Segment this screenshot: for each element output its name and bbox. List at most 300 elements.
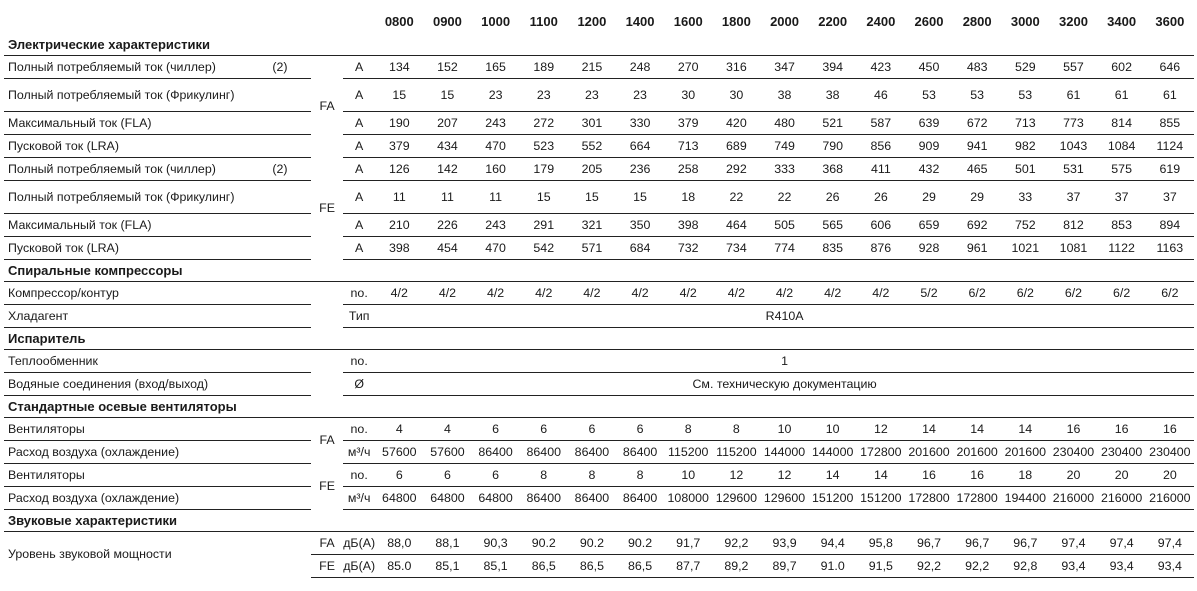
table-row	[4, 181, 1194, 214]
unit-label: A	[343, 56, 375, 79]
unit-label: no.	[343, 350, 375, 373]
row-note	[249, 418, 311, 441]
value-cell: 752	[1001, 214, 1049, 237]
value-cell: 190	[375, 112, 423, 135]
column-header: 0900	[432, 14, 462, 29]
value-cell: 571	[568, 237, 616, 260]
value-cell: 423	[857, 56, 905, 79]
value-cell: 420	[712, 112, 760, 135]
value-cell: 20	[1146, 464, 1194, 487]
value-cell: 10	[809, 418, 857, 441]
row-label: Вентиляторы	[4, 464, 249, 487]
table-row	[4, 79, 1194, 112]
row-note	[249, 373, 311, 396]
section-header	[4, 328, 1194, 350]
value-cell: 15	[375, 79, 423, 112]
value-cell: 4/2	[760, 282, 808, 305]
column-header: 1400	[625, 14, 655, 29]
value-cell: 619	[1146, 158, 1194, 181]
value-cell: 6	[616, 418, 664, 441]
value-cell: 144000	[760, 441, 808, 464]
table-row	[4, 532, 1194, 555]
column-header: 0800	[384, 14, 414, 29]
value-cell: 790	[809, 135, 857, 158]
value-cell: 85.0	[375, 555, 423, 578]
value-cell: 4/2	[857, 282, 905, 305]
unit-label: м³/ч	[343, 441, 375, 464]
row-label: Вентиляторы	[4, 418, 249, 441]
value-cell: 172800	[905, 487, 953, 510]
value-cell: 12	[857, 418, 905, 441]
value-cell: 531	[1049, 158, 1097, 181]
row-note	[249, 282, 311, 305]
value-cell: 151200	[857, 487, 905, 510]
value-cell: 97,4	[1049, 532, 1097, 555]
column-header: 2600	[914, 14, 944, 29]
value-cell: 86400	[568, 441, 616, 464]
value-cell: 684	[616, 237, 664, 260]
unit-label: дБ(A)	[343, 555, 375, 578]
variant-label: FA	[319, 99, 335, 114]
value-cell: 230400	[1049, 441, 1097, 464]
value-cell: 14	[953, 418, 1001, 441]
row-note: (2)	[249, 56, 311, 79]
row-label: Расход воздуха (охлаждение)	[4, 487, 249, 510]
table-row	[4, 464, 1194, 487]
column-header: 3400	[1107, 14, 1137, 29]
value-cell: 876	[857, 237, 905, 260]
section-title: Испаритель	[4, 328, 1194, 350]
column-header: 3200	[1059, 14, 1088, 29]
value-cell: 94,4	[809, 532, 857, 555]
value-cell: 64800	[472, 487, 520, 510]
unit-label: no.	[343, 464, 375, 487]
value-cell: 61	[1049, 79, 1097, 112]
row-label: Компрессор/контур	[4, 282, 249, 305]
value-cell: 26	[857, 181, 905, 214]
value-cell: 732	[664, 237, 712, 260]
value-cell: 134	[375, 56, 423, 79]
value-cell: 96,7	[953, 532, 1001, 555]
column-header: 1000	[481, 14, 511, 29]
table-row	[4, 56, 1194, 79]
value-cell: 434	[423, 135, 471, 158]
row-note	[249, 441, 311, 464]
value-cell: 207	[423, 112, 471, 135]
column-header: 1600	[673, 14, 703, 29]
value-cell: 855	[1146, 112, 1194, 135]
value-cell: 464	[712, 214, 760, 237]
value-cell: 713	[664, 135, 712, 158]
value-cell: 30	[664, 79, 712, 112]
value-cell: 85,1	[472, 555, 520, 578]
value-cell: 142	[423, 158, 471, 181]
value-cell: 4/2	[809, 282, 857, 305]
value-cell: 93,4	[1049, 555, 1097, 578]
value-cell: 201600	[1001, 441, 1049, 464]
unit-label: A	[343, 135, 375, 158]
value-cell: 659	[905, 214, 953, 237]
value-cell: 129600	[760, 487, 808, 510]
value-cell: 189	[520, 56, 568, 79]
value-cell: 16	[1049, 418, 1097, 441]
row-note	[249, 464, 311, 487]
value-cell: 90.2	[568, 532, 616, 555]
value-cell: 160	[472, 158, 520, 181]
value-cell: 23	[568, 79, 616, 112]
value-cell: 91,7	[664, 532, 712, 555]
value-cell: 575	[1098, 158, 1146, 181]
value-cell: 856	[857, 135, 905, 158]
column-header: 3600	[1155, 14, 1185, 29]
section-title: Спиральные компрессоры	[4, 260, 1194, 282]
value-cell: 6	[472, 418, 520, 441]
value-cell: 689	[712, 135, 760, 158]
value-cell: 23	[520, 79, 568, 112]
value-cell: 97,4	[1146, 532, 1194, 555]
value-cell: 4/2	[664, 282, 712, 305]
row-label: Водяные соединения (вход/выход)	[4, 373, 249, 396]
value-cell: 1021	[1001, 237, 1049, 260]
section-title: Звуковые характеристики	[4, 510, 1194, 532]
value-cell: 8	[712, 418, 760, 441]
row-note	[249, 112, 311, 135]
value-cell: 12	[712, 464, 760, 487]
variant-label: FE	[311, 555, 343, 578]
column-header: 2200	[818, 14, 848, 29]
value-cell: 129600	[712, 487, 760, 510]
value-cell: 89,2	[712, 555, 760, 578]
value-cell: 93,4	[1146, 555, 1194, 578]
row-label: Уровень звуковой мощности	[8, 547, 172, 562]
value-cell: 96,7	[905, 532, 953, 555]
value-cell: 501	[1001, 158, 1049, 181]
value-cell: 4/2	[472, 282, 520, 305]
value-cell: 4	[423, 418, 471, 441]
value-cell: 270	[664, 56, 712, 79]
row-note	[249, 305, 311, 328]
value-cell: 394	[809, 56, 857, 79]
value-cell: 411	[857, 158, 905, 181]
value-cell: 4/2	[375, 282, 423, 305]
value-cell: 347	[760, 56, 808, 79]
value-cell: 86400	[568, 487, 616, 510]
unit-label: A	[343, 181, 375, 214]
value-cell: 14	[809, 464, 857, 487]
value-cell: 368	[809, 158, 857, 181]
value-cell: 4	[375, 418, 423, 441]
row-label: Полный потребляемый ток (Фрикулинг)	[4, 181, 249, 214]
row-label: Максимальный ток (FLA)	[4, 112, 249, 135]
value-cell: 115200	[712, 441, 760, 464]
value-cell: 61	[1146, 79, 1194, 112]
header-spacer	[4, 0, 375, 34]
value-cell: 15	[520, 181, 568, 214]
value-cell: 64800	[375, 487, 423, 510]
value-cell: 90.2	[520, 532, 568, 555]
value-cell: 86400	[616, 441, 664, 464]
section-header	[4, 510, 1194, 532]
value-cell: 29	[905, 181, 953, 214]
value-cell: 57600	[423, 441, 471, 464]
value-cell: 92,8	[1001, 555, 1049, 578]
value-cell: 672	[953, 112, 1001, 135]
value-cell: 216000	[1146, 487, 1194, 510]
unit-label: A	[343, 112, 375, 135]
value-cell: 22	[760, 181, 808, 214]
value-cell: 97,4	[1098, 532, 1146, 555]
value-cell: 773	[1049, 112, 1097, 135]
value-cell: 1122	[1098, 237, 1146, 260]
unit-label: Тип	[343, 305, 375, 328]
value-cell: 258	[664, 158, 712, 181]
value-cell: 126	[375, 158, 423, 181]
section-title: Электрические характеристики	[4, 34, 1194, 56]
value-cell: 350	[616, 214, 664, 237]
value-cell: 450	[905, 56, 953, 79]
value-cell: 292	[712, 158, 760, 181]
value-cell: 928	[905, 237, 953, 260]
column-header: 1800	[721, 14, 751, 29]
value-cell: 835	[809, 237, 857, 260]
value-cell: 201600	[905, 441, 953, 464]
unit-label: no.	[343, 282, 375, 305]
value-cell: 15	[568, 181, 616, 214]
value-cell: 29	[953, 181, 1001, 214]
value-cell: 470	[472, 237, 520, 260]
value-cell: 301	[568, 112, 616, 135]
table-row	[4, 237, 1194, 260]
column-header: 2800	[962, 14, 992, 29]
value-cell: 8	[616, 464, 664, 487]
value-cell: 14	[1001, 418, 1049, 441]
value-cell: 15	[616, 181, 664, 214]
row-label: Пусковой ток (LRA)	[4, 135, 249, 158]
unit-label: дБ(A)	[343, 532, 375, 555]
value-cell: 330	[616, 112, 664, 135]
value-cell: 11	[423, 181, 471, 214]
row-label: Теплообменник	[4, 350, 249, 373]
value-cell: 291	[520, 214, 568, 237]
value-cell: 4/2	[568, 282, 616, 305]
value-cell: 92,2	[953, 555, 1001, 578]
value-cell: 1043	[1049, 135, 1097, 158]
column-header: 1100	[529, 14, 558, 29]
value-cell: 853	[1098, 214, 1146, 237]
table-row	[4, 112, 1194, 135]
value-cell: 552	[568, 135, 616, 158]
value-cell: 90,3	[472, 532, 520, 555]
value-cell: 92,2	[905, 555, 953, 578]
value-cell: 379	[375, 135, 423, 158]
table-row	[4, 487, 1194, 510]
variant-label	[311, 350, 343, 396]
row-label: Полный потребляемый ток (чиллер)	[4, 56, 249, 79]
value-cell: 10	[664, 464, 712, 487]
value-cell: 53	[1001, 79, 1049, 112]
value-cell: 20	[1049, 464, 1097, 487]
variant-label	[311, 282, 343, 328]
value-cell: 6	[375, 464, 423, 487]
value-cell: 53	[953, 79, 1001, 112]
unit-label: no.	[343, 418, 375, 441]
value-cell: 454	[423, 237, 471, 260]
value-cell: 33	[1001, 181, 1049, 214]
table-row	[4, 418, 1194, 441]
value-cell: 96,7	[1001, 532, 1049, 555]
value-cell: 88,1	[423, 532, 471, 555]
row-label: Расход воздуха (охлаждение)	[4, 441, 249, 464]
value-cell: 172800	[953, 487, 1001, 510]
value-cell: 92,2	[712, 532, 760, 555]
section-header	[4, 34, 1194, 56]
table-row	[4, 214, 1194, 237]
value-cell: 333	[760, 158, 808, 181]
row-note	[249, 79, 311, 112]
value-cell: 91,5	[857, 555, 905, 578]
table-row	[4, 158, 1194, 181]
value-cell: 230400	[1098, 441, 1146, 464]
value-cell: 86400	[520, 487, 568, 510]
value-cell: 15	[423, 79, 471, 112]
value-cell: 4/2	[616, 282, 664, 305]
value-cell: 243	[472, 112, 520, 135]
value-cell: 10	[760, 418, 808, 441]
table-row	[4, 373, 1194, 396]
value-cell: 151200	[809, 487, 857, 510]
value-cell: 692	[953, 214, 1001, 237]
value-cell: 470	[472, 135, 520, 158]
value-cell: 86400	[616, 487, 664, 510]
value-cell: 210	[375, 214, 423, 237]
value-cell: 64800	[423, 487, 471, 510]
value-cell: 16	[905, 464, 953, 487]
value-cell: 22	[712, 181, 760, 214]
value-cell: 11	[472, 181, 520, 214]
section-title: Стандартные осевые вентиляторы	[4, 396, 1194, 418]
value-cell: 398	[664, 214, 712, 237]
value-cell: 86,5	[616, 555, 664, 578]
value-cell: 6/2	[1098, 282, 1146, 305]
variant-label: FE	[319, 201, 335, 215]
value-cell: 108000	[664, 487, 712, 510]
value-cell: 16	[953, 464, 1001, 487]
value-cell: 93,4	[1098, 555, 1146, 578]
value-cell: 93,9	[760, 532, 808, 555]
value-cell: 86,5	[520, 555, 568, 578]
value-cell: 480	[760, 112, 808, 135]
value-cell: 6/2	[953, 282, 1001, 305]
table-row	[4, 135, 1194, 158]
value-cell: 16	[1146, 418, 1194, 441]
value-cell: 6	[520, 418, 568, 441]
value-cell: 1084	[1098, 135, 1146, 158]
value-cell: 814	[1098, 112, 1146, 135]
value-cell: 144000	[809, 441, 857, 464]
value-cell: 316	[712, 56, 760, 79]
value-cell: 6	[568, 418, 616, 441]
row-label: Максимальный ток (FLA)	[4, 214, 249, 237]
column-header: 2400	[866, 14, 896, 29]
value-cell: 646	[1146, 56, 1194, 79]
value-cell: 4/2	[520, 282, 568, 305]
value-cell: 606	[857, 214, 905, 237]
value-cell: 321	[568, 214, 616, 237]
value-cell: 8	[520, 464, 568, 487]
value-cell: 86400	[520, 441, 568, 464]
table-body	[4, 0, 1194, 578]
value-cell: 565	[809, 214, 857, 237]
value-cell: 734	[712, 237, 760, 260]
value-cell: 812	[1049, 214, 1097, 237]
value-cell: 46	[857, 79, 905, 112]
value-cell: 529	[1001, 56, 1049, 79]
value-cell: 172800	[857, 441, 905, 464]
value-cell: 243	[472, 214, 520, 237]
value-cell: 5/2	[905, 282, 953, 305]
value-cell: 152	[423, 56, 471, 79]
value-cell: 4/2	[423, 282, 471, 305]
row-note	[249, 181, 311, 214]
value-cell: 6/2	[1049, 282, 1097, 305]
row-label: Полный потребляемый ток (Фрикулинг)	[4, 79, 249, 112]
value-cell: 23	[472, 79, 520, 112]
value-cell: 205	[568, 158, 616, 181]
value-cell: 18	[1001, 464, 1049, 487]
value-cell: 14	[905, 418, 953, 441]
value-cell: 30	[712, 79, 760, 112]
value-cell: 774	[760, 237, 808, 260]
value-cell: 165	[472, 56, 520, 79]
value-cell: 61	[1098, 79, 1146, 112]
table-row	[4, 305, 1194, 328]
table-row	[4, 441, 1194, 464]
row-label: Хладагент	[4, 305, 249, 328]
value-cell: 961	[953, 237, 1001, 260]
value-cell: 379	[664, 112, 712, 135]
value-cell: 587	[857, 112, 905, 135]
value-cell: 86400	[472, 441, 520, 464]
value-cell: 12	[760, 464, 808, 487]
value-cell: 521	[809, 112, 857, 135]
value-cell: 89,7	[760, 555, 808, 578]
value-cell: 505	[760, 214, 808, 237]
value-cell: 38	[809, 79, 857, 112]
section-header	[4, 396, 1194, 418]
value-cell: 95,8	[857, 532, 905, 555]
value-cell: 941	[953, 135, 1001, 158]
value-cell: 86,5	[568, 555, 616, 578]
value-cell: 6	[472, 464, 520, 487]
value-cell: 639	[905, 112, 953, 135]
value-cell: 91.0	[809, 555, 857, 578]
column-header: 2000	[770, 14, 799, 29]
value-cell: 37	[1098, 181, 1146, 214]
value-cell: 230400	[1146, 441, 1194, 464]
value-cell: 982	[1001, 135, 1049, 158]
row-note	[249, 237, 311, 260]
value-cell: 85,1	[423, 555, 471, 578]
variant-label: FA	[319, 433, 335, 448]
value-cell: 236	[616, 158, 664, 181]
variant-label: FE	[319, 479, 335, 493]
value-cell: 6/2	[1146, 282, 1194, 305]
value-cell: 179	[520, 158, 568, 181]
unit-label: A	[343, 214, 375, 237]
value-cell: 215	[568, 56, 616, 79]
value-cell: 6/2	[1001, 282, 1049, 305]
value-cell: 432	[905, 158, 953, 181]
